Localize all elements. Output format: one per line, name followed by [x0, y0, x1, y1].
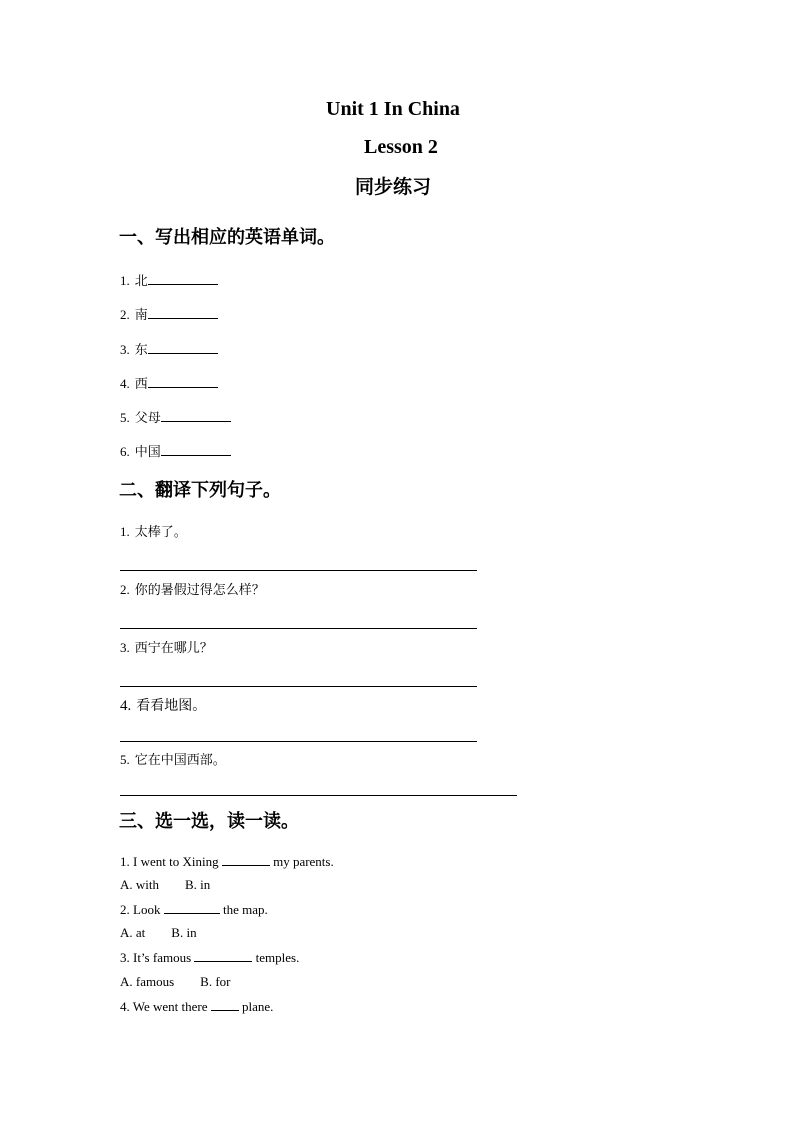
answer-blank[interactable] [161, 409, 231, 422]
question-2 [120, 901, 268, 918]
item-word: 西 [134, 377, 148, 392]
item-number: 5. [120, 752, 130, 767]
item-word: 中国 [134, 445, 161, 460]
item-word: 北 [134, 274, 148, 289]
section1-item-3 [120, 341, 218, 359]
item-number: 1. [120, 524, 130, 539]
section1-item-4 [120, 375, 218, 393]
section1-item-5 [120, 409, 231, 427]
section2-item-4 [120, 698, 206, 715]
item-number: 5. [120, 410, 130, 425]
item-number: 4. [120, 698, 132, 714]
item-word: 东 [134, 343, 148, 358]
answer-line[interactable] [120, 628, 477, 629]
item-sentence: 看看地图。 [136, 698, 207, 714]
item-sentence: 它在中国西部。 [134, 753, 226, 768]
item-number: 4. [120, 376, 130, 391]
question-1 [120, 853, 334, 870]
answer-line[interactable] [120, 795, 517, 796]
question-3-options [120, 974, 231, 990]
section3-heading: 三、选一选，读一读。 [119, 811, 299, 832]
question-4 [120, 998, 273, 1015]
answer-blank[interactable] [222, 853, 270, 866]
section2-heading: 二、翻译下列句子。 [119, 480, 281, 501]
option-a[interactable]: A. at [120, 925, 146, 940]
answer-blank[interactable] [164, 901, 220, 914]
item-number: 2. [120, 582, 130, 597]
item-number: 2. [120, 307, 130, 322]
question-2-options [120, 925, 197, 941]
answer-blank[interactable] [148, 341, 218, 354]
question-text: 3. It’s famous [120, 950, 195, 965]
question-text: my parents. [269, 854, 334, 869]
item-number: 3. [120, 640, 130, 655]
item-sentence: 你的暑假过得怎么样？ [134, 583, 265, 598]
item-word: 南 [134, 308, 148, 323]
question-text: 1. I went to Xining [120, 854, 222, 869]
item-word: 父母 [134, 411, 161, 426]
option-a[interactable]: A. with [120, 877, 159, 892]
answer-line[interactable] [120, 686, 477, 687]
section1-item-1 [120, 272, 218, 290]
answer-blank[interactable] [161, 443, 231, 456]
page-subtitle: 同步练习 [355, 176, 432, 198]
lesson-title: Lesson 2 [364, 136, 438, 158]
option-b[interactable]: B. in [171, 925, 197, 940]
page-title: Unit 1 In China [326, 98, 460, 120]
section2-item-5 [120, 752, 226, 769]
option-b[interactable]: B. in [185, 877, 211, 892]
question-1-options [120, 877, 210, 893]
answer-blank[interactable] [148, 306, 218, 319]
question-text: 2. Look [120, 902, 164, 917]
section1-item-6 [120, 443, 231, 461]
section2-item-2 [120, 582, 265, 599]
answer-blank[interactable] [148, 375, 218, 388]
answer-blank[interactable] [211, 998, 239, 1011]
question-text: temples. [252, 950, 300, 965]
item-number: 6. [120, 444, 130, 459]
question-text: the map. [219, 902, 268, 917]
item-sentence: 西宁在哪儿？ [134, 641, 213, 656]
answer-blank[interactable] [148, 272, 218, 285]
item-number: 3. [120, 342, 130, 357]
question-text: plane. [238, 999, 274, 1014]
answer-line[interactable] [120, 570, 477, 571]
item-sentence: 太棒了。 [134, 525, 187, 540]
section1-heading: 一、写出相应的英语单词。 [119, 227, 335, 248]
answer-blank[interactable] [194, 949, 252, 962]
option-a[interactable]: A. famous [120, 974, 175, 989]
section1-item-2 [120, 306, 218, 324]
answer-line[interactable] [120, 741, 477, 742]
section2-item-3 [120, 640, 213, 657]
question-text: 4. We went there [120, 999, 211, 1014]
option-b[interactable]: B. for [200, 974, 231, 989]
section2-item-1 [120, 524, 187, 541]
question-3 [120, 949, 299, 966]
item-number: 1. [120, 273, 130, 288]
